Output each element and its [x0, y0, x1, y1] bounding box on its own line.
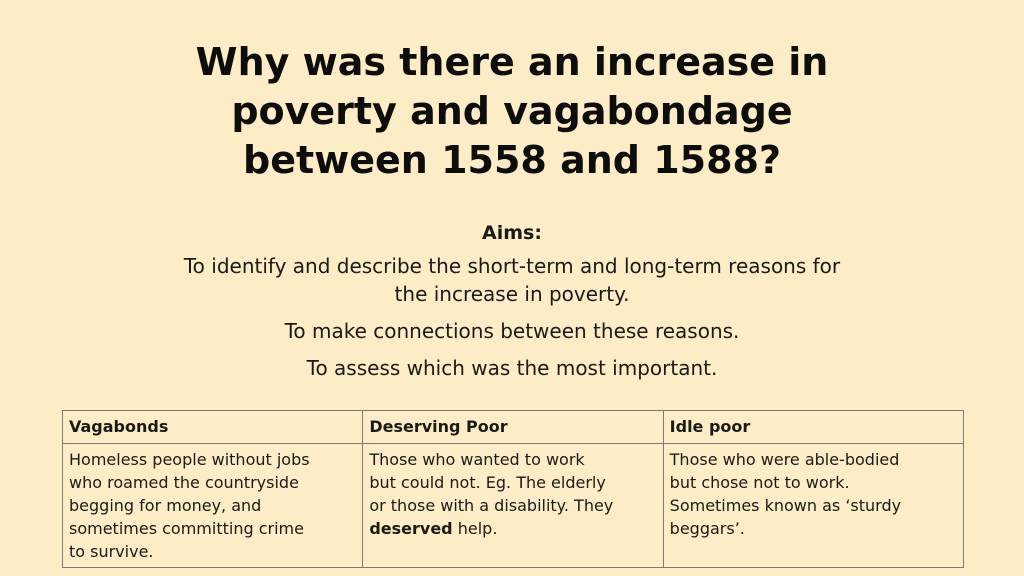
cell-line: or those with a disability. They — [369, 496, 614, 515]
aims-section — [100, 220, 924, 382]
page-title — [100, 38, 924, 185]
cell-tail: help. — [452, 519, 498, 538]
table-header-row — [63, 411, 964, 444]
table-row — [63, 444, 964, 568]
cell-line: Homeless people without jobs — [69, 450, 310, 469]
cell-line: who roamed the countryside — [69, 473, 299, 492]
cell-line: to survive. — [69, 542, 154, 561]
cell-idle-poor — [663, 444, 963, 568]
cell-line: Sometimes known as ‘sturdy — [669, 496, 902, 515]
title-line: between 1558 and 1588? — [243, 138, 781, 182]
aim-line: To identify and describe the short-term and long-term reasons for — [183, 254, 841, 278]
aim-line: To assess which was the most important. — [306, 356, 718, 380]
cell-vagabonds — [63, 444, 363, 568]
aim-item — [100, 252, 924, 308]
cell-line-last — [369, 517, 656, 540]
aim-item — [100, 317, 924, 345]
aim-line: To make connections between these reasons. — [284, 319, 740, 343]
header-idle-poor: Idle poor — [663, 411, 963, 444]
cell-deserving-poor — [363, 444, 663, 568]
cell-line: begging for money, and — [69, 496, 262, 515]
cell-line: Those who were able-bodied — [669, 450, 900, 469]
cell-line: but chose not to work. — [669, 473, 850, 492]
aims-heading: Aims: — [482, 222, 542, 244]
definitions-table — [62, 410, 964, 568]
title-line: Why was there an increase in — [195, 40, 829, 84]
header-vagabonds: Vagabonds — [63, 411, 363, 444]
cell-line: but could not. Eg. The elderly — [369, 473, 606, 492]
header-deserving-poor: Deserving Poor — [363, 411, 663, 444]
cell-line: Those who wanted to work — [369, 450, 585, 469]
cell-line: beggars’. — [669, 519, 745, 538]
cell-line: sometimes committing crime — [69, 519, 304, 538]
aim-item — [100, 354, 924, 382]
aim-line: the increase in poverty. — [394, 282, 630, 306]
emphasis-deserved: deserved — [369, 519, 453, 538]
title-line: poverty and vagabondage — [231, 89, 793, 133]
